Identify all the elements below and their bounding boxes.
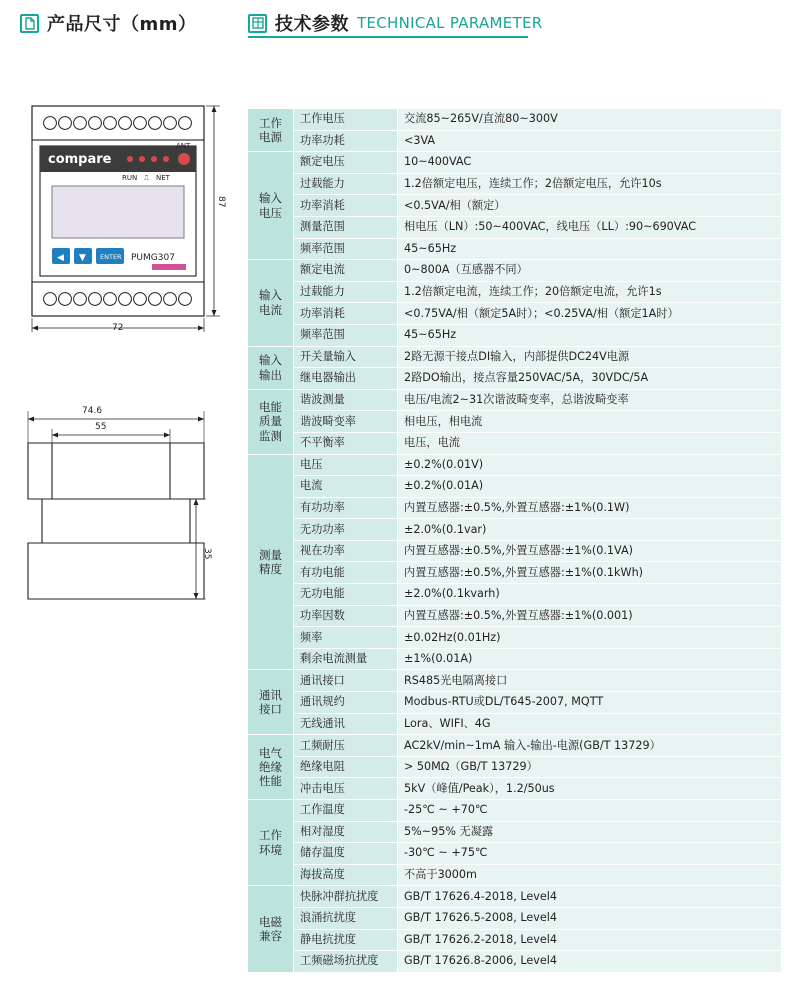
table-row (248, 152, 782, 174)
table-row (248, 216, 782, 238)
side-top-dimension: 74.6 (82, 406, 103, 416)
table-row (248, 800, 782, 822)
spec-item-label: 工频磁场抗扰度 (294, 951, 398, 973)
spec-item-label: 电压 (294, 454, 398, 476)
spec-item-label: 浪涌抗扰度 (294, 907, 398, 929)
spec-item-label: 无功电能 (294, 584, 398, 606)
table-row (248, 519, 782, 541)
spec-item-label: 绝缘电阻 (294, 756, 398, 778)
spec-item-label: 有功电能 (294, 562, 398, 584)
table-row (248, 756, 782, 778)
spec-item-value: ±0.02Hz(0.01Hz) (398, 627, 782, 649)
spec-item-value: GB/T 17626.5-2008, Level4 (398, 907, 782, 929)
table-row (248, 389, 782, 411)
svg-text:ANT: ANT (176, 142, 191, 150)
spec-item-value: AC2kV/min~1mA 输入-输出-电源(GB/T 13729） (398, 735, 782, 757)
table-icon (248, 14, 267, 33)
spec-item-label: 通讯接口 (294, 670, 398, 692)
table-row (248, 584, 782, 606)
group-label: 工作 环境 (248, 800, 294, 886)
spec-item-value: 交流85~265V/直流80~300V (398, 109, 782, 131)
spec-item-value: > 50MΩ（GB/T 13729） (398, 756, 782, 778)
spec-item-label: 过载能力 (294, 173, 398, 195)
svg-text:ENTER: ENTER (100, 253, 122, 261)
spec-item-value: -25℃ ~ +70℃ (398, 800, 782, 822)
table-row (248, 432, 782, 454)
spec-item-label: 功率消耗 (294, 303, 398, 325)
spec-item-value: RS485光电隔离接口 (398, 670, 782, 692)
spec-item-value: 2路DO输出，接点容量250VAC/5A，30VDC/5A (398, 368, 782, 390)
spec-item-value: 电压/电流2~31次谐波畸变率，总谐波畸变率 (398, 389, 782, 411)
spec-item-label: 继电器输出 (294, 368, 398, 390)
spec-item-value: ±0.2%(0.01V) (398, 454, 782, 476)
svg-text:compare: compare (48, 152, 112, 167)
spec-item-value: 内置互感器:±0.5%,外置互感器:±1%(0.1VA) (398, 540, 782, 562)
table-row (248, 454, 782, 476)
spec-item-value: <0.75VA/相（额定5A时）；<0.25VA/相（额定1A时） (398, 303, 782, 325)
spec-item-value: 1.2倍额定电压，连续工作；2倍额定电压，允许10s (398, 173, 782, 195)
group-label: 电能 质量 监测 (248, 389, 294, 454)
table-row (248, 648, 782, 670)
group-label: 通讯 接口 (248, 670, 294, 735)
spec-item-value: 5%~95% 无凝露 (398, 821, 782, 843)
spec-item-value: 0~800A（互感器不同） (398, 260, 782, 282)
table-row (248, 281, 782, 303)
spec-item-label: 快脉冲群抗扰度 (294, 886, 398, 908)
spec-item-value: <0.5VA/相（额定） (398, 195, 782, 217)
spec-item-value: 45~65Hz (398, 238, 782, 260)
parameters-title-en: TECHNICAL PARAMETER (357, 14, 543, 32)
table-row (248, 130, 782, 152)
spec-item-value: ±2.0%(0.1kvarh) (398, 584, 782, 606)
spec-item-label: 电流 (294, 476, 398, 498)
table-row (248, 109, 782, 131)
spec-item-label: 谐波畸变率 (294, 411, 398, 433)
spec-item-label: 开关量输入 (294, 346, 398, 368)
table-row (248, 670, 782, 692)
section-header-dimensions (20, 10, 197, 36)
svg-text:PUMG307: PUMG307 (131, 253, 175, 263)
spec-item-value: 10~400VAC (398, 152, 782, 174)
group-label: 输入 电流 (248, 260, 294, 346)
spec-item-label: 无功功率 (294, 519, 398, 541)
spec-item-value: 相电压，相电流 (398, 411, 782, 433)
spec-item-label: 通讯规约 (294, 692, 398, 714)
table-row (248, 951, 782, 973)
spec-item-label: 额定电压 (294, 152, 398, 174)
group-label: 电气 绝缘 性能 (248, 735, 294, 800)
table-row (248, 562, 782, 584)
table-row (248, 864, 782, 886)
table-row (248, 821, 782, 843)
spec-item-label: 过载能力 (294, 281, 398, 303)
specification-table-body (248, 109, 782, 973)
spec-item-label: 有功功率 (294, 497, 398, 519)
side-height-dimension: 35 (202, 548, 212, 560)
spec-item-label: 相对湿度 (294, 821, 398, 843)
front-width-dimension: 72 (112, 323, 124, 333)
spec-item-value: ±2.0%(0.1var) (398, 519, 782, 541)
spec-item-value: 相电压（LN）:50~400VAC，线电压（LL）:90~690VAC (398, 216, 782, 238)
svg-text:NET: NET (156, 174, 170, 182)
spec-item-label: 频率 (294, 627, 398, 649)
front-height-dimension: 87 (216, 196, 226, 208)
spec-item-label: 工作电压 (294, 109, 398, 131)
svg-text:▼: ▼ (79, 253, 86, 263)
table-row (248, 238, 782, 260)
table-row (248, 346, 782, 368)
spec-item-value: Modbus-RTU或DL/T645-2007, MQTT (398, 692, 782, 714)
front-view-drawing (18, 100, 228, 340)
spec-item-label: 视在功率 (294, 540, 398, 562)
svg-text:◀: ◀ (57, 253, 64, 263)
table-row (248, 735, 782, 757)
spec-item-value: GB/T 17626.8-2006, Level4 (398, 951, 782, 973)
spec-item-value: <3VA (398, 130, 782, 152)
table-row (248, 886, 782, 908)
spec-item-label: 无线通讯 (294, 713, 398, 735)
table-row (248, 368, 782, 390)
table-row (248, 929, 782, 951)
spec-item-value: 2路无源干接点DI输入，内部提供DC24V电源 (398, 346, 782, 368)
specification-table (247, 108, 782, 973)
table-row (248, 540, 782, 562)
spec-item-value: 1.2倍额定电流，连续工作；20倍额定电流，允许1s (398, 281, 782, 303)
spec-item-label: 海拔高度 (294, 864, 398, 886)
group-label: 输入 输出 (248, 346, 294, 389)
spec-item-label: 工频耐压 (294, 735, 398, 757)
spec-item-value: 内置互感器:±0.5%,外置互感器:±1%(0.001) (398, 605, 782, 627)
spec-item-label: 频率范围 (294, 324, 398, 346)
table-row (248, 713, 782, 735)
spec-item-label: 功率消耗 (294, 195, 398, 217)
spec-item-value: ±1%(0.01A) (398, 648, 782, 670)
spec-item-value: 内置互感器:±0.5%,外置互感器:±1%(0.1kWh) (398, 562, 782, 584)
spec-item-value: Lora、WIFI、4G (398, 713, 782, 735)
group-label: 电磁 兼容 (248, 886, 294, 972)
dimensions-title: 产品尺寸（mm） (47, 14, 197, 35)
table-row (248, 195, 782, 217)
table-row (248, 497, 782, 519)
spec-item-label: 工作温度 (294, 800, 398, 822)
table-row (248, 411, 782, 433)
table-row (248, 907, 782, 929)
spec-item-label: 剩余电流测量 (294, 648, 398, 670)
spec-item-label: 频率范围 (294, 238, 398, 260)
table-row (248, 843, 782, 865)
spec-item-label: 功率因数 (294, 605, 398, 627)
table-row (248, 260, 782, 282)
table-row (248, 476, 782, 498)
spec-item-value: 内置互感器:±0.5%,外置互感器:±1%(0.1W) (398, 497, 782, 519)
table-row (248, 692, 782, 714)
section-header-parameters (248, 10, 543, 36)
parameters-title-cn: 技术参数 (275, 14, 349, 35)
spec-item-value: 不高于3000m (398, 864, 782, 886)
group-label: 输入 电压 (248, 152, 294, 260)
spec-item-value: GB/T 17626.2-2018, Level4 (398, 929, 782, 951)
spec-item-label: 冲击电压 (294, 778, 398, 800)
table-row (248, 605, 782, 627)
spec-item-label: 谐波测量 (294, 389, 398, 411)
table-row (248, 778, 782, 800)
document-icon (20, 14, 39, 33)
side-view-drawing (18, 395, 233, 640)
spec-item-label: 测量范围 (294, 216, 398, 238)
spec-item-value: 5kV（峰值/Peak），1.2/50us (398, 778, 782, 800)
header-underline (248, 36, 528, 38)
spec-item-label: 额定电流 (294, 260, 398, 282)
spec-item-value: -30℃ ~ +75℃ (398, 843, 782, 865)
spec-item-label: 储存温度 (294, 843, 398, 865)
spec-item-label: 静电抗扰度 (294, 929, 398, 951)
spec-item-value: GB/T 17626.4-2018, Level4 (398, 886, 782, 908)
spec-item-value: 电压，电流 (398, 432, 782, 454)
spec-item-label: 不平衡率 (294, 432, 398, 454)
spec-item-value: 45~65Hz (398, 324, 782, 346)
side-inner-dimension: 55 (95, 422, 107, 432)
spec-item-value: ±0.2%(0.01A) (398, 476, 782, 498)
svg-text:⎍: ⎍ (144, 174, 149, 182)
table-row (248, 173, 782, 195)
group-label: 工作 电源 (248, 109, 294, 152)
spec-item-label: 功率功耗 (294, 130, 398, 152)
table-row (248, 303, 782, 325)
table-row (248, 627, 782, 649)
svg-text:RUN: RUN (122, 174, 138, 182)
group-label: 测量 精度 (248, 454, 294, 670)
table-row (248, 324, 782, 346)
